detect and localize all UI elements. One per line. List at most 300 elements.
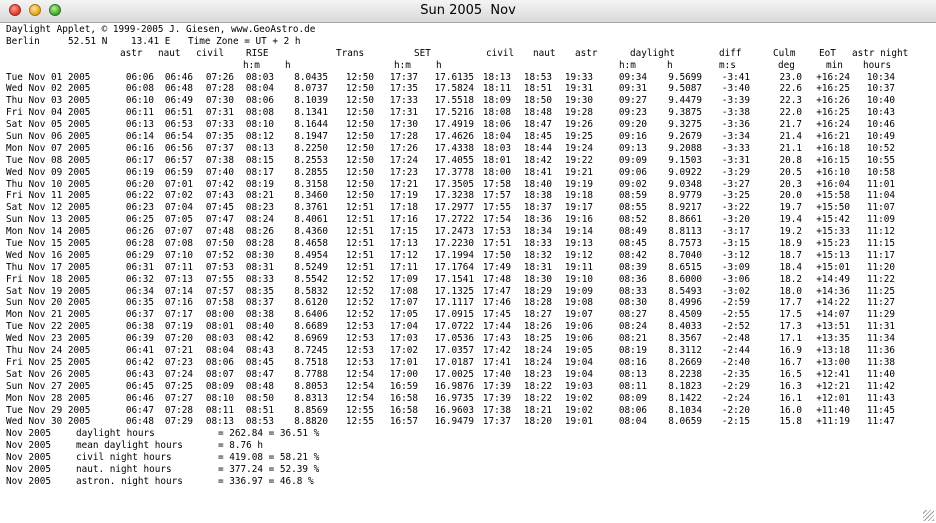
cell-culm: 17.5	[779, 309, 802, 321]
cell-diff: -3:12	[721, 249, 750, 261]
cell-set-hm: 17:09	[389, 273, 418, 285]
cell-date: Sat Nov 19 2005	[6, 285, 91, 297]
cell-civil-dawn: 08:06	[205, 356, 234, 368]
cell-rise-hm: 08:38	[245, 309, 274, 321]
cell-naut-dawn: 07:23	[164, 356, 193, 368]
cell-daylight-h: 8.6515	[668, 261, 702, 273]
cell-culm: 19.2	[779, 226, 802, 238]
cell-culm: 20.0	[779, 190, 802, 202]
cell-civil-dusk: 18:09	[482, 95, 511, 107]
cell-date: Mon Nov 21 2005	[6, 309, 91, 321]
cell-eot: +12:01	[816, 392, 850, 404]
col-eot: EoT	[819, 47, 836, 59]
cell-date: Wed Nov 30 2005	[6, 416, 91, 428]
cell-rise-h: 8.8313	[294, 392, 328, 404]
cell-rise-hm: 08:40	[245, 321, 274, 333]
cell-naut-dawn: 06:59	[164, 166, 193, 178]
cell-civil-dawn: 08:04	[205, 345, 234, 357]
cell-eot: +11:40	[816, 404, 850, 416]
summary-period: Nov 2005	[6, 475, 52, 487]
summary-line	[6, 440, 931, 452]
table-row	[6, 131, 931, 143]
cell-eot: +13:51	[816, 321, 850, 333]
cell-naut-dusk: 18:34	[523, 226, 552, 238]
cell-astr-night: 11:01	[866, 178, 895, 190]
cell-astr-dawn: 06:28	[125, 238, 154, 250]
cell-rise-hm: 08:13	[245, 142, 274, 154]
cell-rise-h: 8.4954	[294, 249, 328, 261]
unit-rise-hm: h:m	[243, 59, 260, 71]
cell-astr-night: 11:09	[866, 214, 895, 226]
cell-diff: -3:25	[721, 190, 750, 202]
table-body	[6, 72, 931, 429]
cell-astr-dusk: 19:03	[564, 380, 593, 392]
cell-naut-dawn: 07:19	[164, 321, 193, 333]
cell-culm: 16.1	[779, 392, 802, 404]
cell-daylight-h: 8.2669	[668, 356, 702, 368]
cell-civil-dusk: 17:39	[482, 392, 511, 404]
cell-naut-dawn: 07:02	[164, 190, 193, 202]
cell-civil-dawn: 08:13	[205, 416, 234, 428]
cell-astr-dusk: 19:16	[564, 214, 593, 226]
cell-astr-dawn: 06:14	[125, 131, 154, 143]
cell-rise-hm: 08:30	[245, 249, 274, 261]
cell-trans: 12:50	[345, 71, 374, 83]
cell-set-hm: 17:05	[389, 309, 418, 321]
cell-rise-h: 8.1644	[294, 119, 328, 131]
cell-set-hm: 17:07	[389, 297, 418, 309]
cell-daylight-h: 8.2238	[668, 368, 702, 380]
cell-astr-night: 10:55	[866, 154, 895, 166]
cell-daylight-h: 9.5699	[668, 71, 702, 83]
cell-culm: 22.3	[779, 95, 802, 107]
cell-rise-hm: 08:08	[245, 107, 274, 119]
cell-trans: 12:50	[345, 166, 374, 178]
cell-civil-dawn: 07:58	[205, 297, 234, 309]
cell-rise-hm: 08:33	[245, 273, 274, 285]
cell-rise-h: 8.0435	[294, 71, 328, 83]
table-row	[6, 107, 931, 119]
cell-naut-dusk: 18:48	[523, 107, 552, 119]
cell-daylight-h: 8.7040	[668, 249, 702, 261]
cell-astr-night: 11:38	[866, 356, 895, 368]
cell-set-hm: 17:28	[389, 131, 418, 143]
cell-astr-dusk: 19:28	[564, 107, 593, 119]
cell-set-h: 16.9603	[434, 404, 474, 416]
cell-rise-hm: 08:35	[245, 285, 274, 297]
cell-astr-dawn: 06:17	[125, 154, 154, 166]
cell-astr-dawn: 06:31	[125, 261, 154, 273]
cell-naut-dusk: 18:21	[523, 404, 552, 416]
table-row	[6, 238, 931, 250]
cell-set-h: 17.3505	[434, 178, 474, 190]
cell-trans: 12:52	[345, 297, 374, 309]
cell-astr-dusk: 19:33	[564, 71, 593, 83]
cell-daylight-h: 8.4509	[668, 309, 702, 321]
cell-set-h: 17.2722	[434, 214, 474, 226]
cell-eot: +15:01	[816, 261, 850, 273]
unit-header-row	[6, 60, 931, 72]
cell-naut-dusk: 18:25	[523, 333, 552, 345]
cell-civil-dusk: 17:44	[482, 321, 511, 333]
daylight-table	[6, 24, 931, 521]
cell-set-h: 17.0722	[434, 321, 474, 333]
unit-daylight-hm: h:m	[619, 59, 636, 71]
cell-diff: -2:59	[721, 297, 750, 309]
cell-trans: 12:51	[345, 249, 374, 261]
cell-civil-dawn: 08:07	[205, 368, 234, 380]
cell-set-hm: 17:12	[389, 249, 418, 261]
col-culm: Culm	[773, 47, 796, 59]
cell-daylight-hm: 09:06	[618, 166, 647, 178]
cell-astr-dawn: 06:08	[125, 83, 154, 95]
cell-eot: +15:50	[816, 202, 850, 214]
cell-trans: 12:50	[345, 190, 374, 202]
cell-set-hm: 17:02	[389, 345, 418, 357]
cell-naut-dusk: 18:29	[523, 285, 552, 297]
cell-astr-dusk: 19:10	[564, 273, 593, 285]
cell-daylight-h: 9.2679	[668, 131, 702, 143]
cell-set-h: 17.4919	[434, 119, 474, 131]
cell-astr-dawn: 06:41	[125, 345, 154, 357]
cell-rise-hm: 08:37	[245, 297, 274, 309]
cell-daylight-h: 8.9779	[668, 190, 702, 202]
cell-set-hm: 17:21	[389, 178, 418, 190]
cell-set-h: 17.1764	[434, 261, 474, 273]
cell-culm: 16.7	[779, 356, 802, 368]
cell-set-h: 17.4338	[434, 142, 474, 154]
cell-diff: -3:02	[721, 285, 750, 297]
cell-astr-night: 11:43	[866, 392, 895, 404]
summary-label: civil night hours	[76, 452, 172, 464]
cell-set-hm: 17:08	[389, 285, 418, 297]
cell-diff: -3:31	[721, 154, 750, 166]
cell-eot: +16:26	[816, 95, 850, 107]
cell-civil-dawn: 07:57	[205, 285, 234, 297]
col-naut: naut	[158, 47, 181, 59]
cell-date: Mon Nov 28 2005	[6, 392, 91, 404]
cell-naut-dawn: 07:28	[164, 404, 193, 416]
table-row	[6, 155, 931, 167]
cell-trans: 12:51	[345, 214, 374, 226]
cell-naut-dusk: 18:33	[523, 238, 552, 250]
cell-astr-dusk: 19:07	[564, 309, 593, 321]
applet-credit: Daylight Applet, © 1999-2005 J. Giesen, www.GeoAstro.de	[6, 24, 316, 35]
cell-naut-dusk: 18:47	[523, 119, 552, 131]
cell-astr-night: 10:37	[866, 83, 895, 95]
cell-civil-dawn: 07:48	[205, 226, 234, 238]
unit-rise-h: h	[285, 59, 291, 71]
cell-naut-dusk: 18:24	[523, 345, 552, 357]
cell-astr-dusk: 19:11	[564, 261, 593, 273]
cell-daylight-hm: 08:45	[618, 238, 647, 250]
cell-trans: 12:50	[345, 95, 374, 107]
cell-rise-hm: 08:19	[245, 178, 274, 190]
cell-daylight-h: 8.8661	[668, 214, 702, 226]
cell-civil-dusk: 17:38	[482, 404, 511, 416]
cell-set-hm: 17:23	[389, 166, 418, 178]
cell-astr-night: 11:47	[866, 416, 895, 428]
cell-eot: +15:33	[816, 226, 850, 238]
table-row	[6, 309, 931, 321]
table-row	[6, 226, 931, 238]
summary-block	[6, 428, 931, 487]
cell-daylight-h: 9.0922	[668, 166, 702, 178]
cell-daylight-hm: 08:04	[618, 416, 647, 428]
cell-astr-dawn: 06:48	[125, 416, 154, 428]
cell-astr-dusk: 19:26	[564, 119, 593, 131]
cell-astr-night: 11:31	[866, 321, 895, 333]
cell-diff: -3:41	[721, 71, 750, 83]
cell-daylight-hm: 08:30	[618, 297, 647, 309]
summary-value: = 262.84 = 36.51 %	[218, 428, 320, 440]
cell-civil-dusk: 17:39	[482, 380, 511, 392]
cell-set-hm: 17:18	[389, 202, 418, 214]
cell-diff: -2:15	[721, 416, 750, 428]
cell-rise-h: 8.8053	[294, 380, 328, 392]
cell-daylight-h: 9.3875	[668, 107, 702, 119]
latitude: 52.51 N	[68, 35, 108, 47]
cell-naut-dawn: 06:51	[164, 107, 193, 119]
cell-trans: 12:51	[345, 226, 374, 238]
cell-eot: +13:00	[816, 356, 850, 368]
cell-daylight-hm: 08:39	[618, 261, 647, 273]
cell-eot: +15:13	[816, 249, 850, 261]
cell-astr-night: 11:15	[866, 238, 895, 250]
cell-set-h: 17.5216	[434, 107, 474, 119]
cell-civil-dusk: 17:48	[482, 273, 511, 285]
cell-astr-night: 11:27	[866, 297, 895, 309]
cell-rise-h: 8.1341	[294, 107, 328, 119]
cell-rise-h: 8.4061	[294, 214, 328, 226]
table-row	[6, 416, 931, 428]
cell-rise-hm: 08:23	[245, 202, 274, 214]
cell-rise-h: 8.8820	[294, 416, 328, 428]
cell-civil-dusk: 18:00	[482, 166, 511, 178]
cell-astr-dawn: 06:35	[125, 297, 154, 309]
cell-astr-dusk: 19:08	[564, 297, 593, 309]
cell-trans: 12:52	[345, 285, 374, 297]
cell-naut-dawn: 07:14	[164, 285, 193, 297]
cell-astr-dusk: 19:02	[564, 392, 593, 404]
cell-culm: 21.1	[779, 142, 802, 154]
cell-naut-dawn: 07:10	[164, 249, 193, 261]
cell-daylight-h: 9.0348	[668, 178, 702, 190]
table-row	[6, 202, 931, 214]
summary-value: = 377.24 = 52.39 %	[218, 463, 320, 475]
cell-daylight-h: 9.1503	[668, 154, 702, 166]
cell-astr-dawn: 06:11	[125, 107, 154, 119]
cell-naut-dusk: 18:44	[523, 142, 552, 154]
cell-culm: 18.0	[779, 285, 802, 297]
cell-daylight-h: 8.7573	[668, 238, 702, 250]
cell-astr-dusk: 19:30	[564, 95, 593, 107]
cell-diff: -2:48	[721, 333, 750, 345]
cell-culm: 18.9	[779, 238, 802, 250]
cell-trans: 12:53	[345, 333, 374, 345]
cell-set-hm: 17:04	[389, 321, 418, 333]
cell-set-hm: 16:58	[389, 404, 418, 416]
table-row	[6, 321, 931, 333]
summary-label: mean daylight hours	[76, 440, 183, 452]
cell-rise-hm: 08:51	[245, 404, 274, 416]
cell-set-h: 17.0915	[434, 309, 474, 321]
cell-culm: 22.0	[779, 107, 802, 119]
cell-set-hm: 16:57	[389, 416, 418, 428]
cell-diff: -3:27	[721, 178, 750, 190]
cell-rise-hm: 08:21	[245, 190, 274, 202]
cell-civil-dusk: 17:57	[482, 190, 511, 202]
cell-set-hm: 17:16	[389, 214, 418, 226]
cell-diff: -3:09	[721, 261, 750, 273]
cell-rise-hm: 08:42	[245, 333, 274, 345]
summary-value: = 336.97 = 46.8 %	[218, 475, 314, 487]
cell-astr-night: 10:49	[866, 131, 895, 143]
col-rise: RISE	[246, 47, 269, 59]
summary-line	[6, 476, 931, 488]
cell-set-h: 17.2473	[434, 226, 474, 238]
cell-naut-dusk: 18:30	[523, 273, 552, 285]
cell-astr-dusk: 19:06	[564, 333, 593, 345]
cell-daylight-hm: 09:13	[618, 142, 647, 154]
cell-daylight-hm: 08:49	[618, 226, 647, 238]
cell-naut-dawn: 07:04	[164, 202, 193, 214]
cell-trans: 12:50	[345, 154, 374, 166]
cell-civil-dawn: 08:03	[205, 333, 234, 345]
cell-civil-dawn: 07:33	[205, 119, 234, 131]
cell-diff: -3:39	[721, 95, 750, 107]
cell-naut-dusk: 18:23	[523, 368, 552, 380]
cell-astr-dawn: 06:25	[125, 214, 154, 226]
cell-naut-dusk: 18:26	[523, 321, 552, 333]
cell-astr-dawn: 06:06	[125, 71, 154, 83]
cell-rise-h: 8.7245	[294, 345, 328, 357]
cell-set-h: 17.3238	[434, 190, 474, 202]
cell-astr-night: 11:34	[866, 333, 895, 345]
cell-rise-hm: 08:50	[245, 392, 274, 404]
cell-culm: 16.3	[779, 380, 802, 392]
cell-astr-dusk: 19:21	[564, 166, 593, 178]
cell-date: Sat Nov 26 2005	[6, 368, 91, 380]
cell-trans: 12:52	[345, 273, 374, 285]
applet-credit-line	[6, 24, 931, 36]
table-row	[6, 393, 931, 405]
cell-date: Thu Nov 17 2005	[6, 261, 91, 273]
cell-trans: 12:53	[345, 345, 374, 357]
cell-set-h: 17.5824	[434, 83, 474, 95]
cell-diff: -2:40	[721, 356, 750, 368]
cell-daylight-hm: 08:55	[618, 202, 647, 214]
cell-daylight-hm: 08:52	[618, 214, 647, 226]
cell-daylight-hm: 08:11	[618, 380, 647, 392]
title-bar[interactable]	[0, 0, 936, 23]
cell-eot: +15:58	[816, 190, 850, 202]
cell-astr-dawn: 06:26	[125, 226, 154, 238]
cell-naut-dawn: 06:46	[164, 71, 193, 83]
cell-rise-h: 8.1039	[294, 95, 328, 107]
cell-daylight-hm: 09:31	[618, 83, 647, 95]
cell-naut-dusk: 18:41	[523, 166, 552, 178]
cell-set-h: 17.4055	[434, 154, 474, 166]
cell-diff: -2:20	[721, 404, 750, 416]
cell-daylight-hm: 09:20	[618, 119, 647, 131]
cell-civil-dusk: 17:37	[482, 416, 511, 428]
cell-astr-night: 10:46	[866, 119, 895, 131]
cell-trans: 12:50	[345, 107, 374, 119]
cell-daylight-hm: 08:16	[618, 356, 647, 368]
cell-daylight-hm: 08:21	[618, 333, 647, 345]
cell-naut-dawn: 06:57	[164, 154, 193, 166]
cell-set-hm: 17:11	[389, 261, 418, 273]
cell-set-h: 16.9479	[434, 416, 474, 428]
cell-civil-dawn: 07:30	[205, 95, 234, 107]
unit-daylight-h: h	[667, 59, 673, 71]
cell-set-hm: 17:33	[389, 95, 418, 107]
cell-civil-dawn: 07:26	[205, 71, 234, 83]
cell-naut-dawn: 07:13	[164, 273, 193, 285]
cell-astr-dusk: 19:17	[564, 202, 593, 214]
cell-set-hm: 17:35	[389, 83, 418, 95]
col-diff: diff	[719, 47, 742, 59]
cell-astr-dawn: 06:43	[125, 368, 154, 380]
cell-civil-dusk: 18:11	[482, 83, 511, 95]
resize-grip-icon[interactable]	[923, 510, 934, 521]
cell-daylight-h: 8.1034	[668, 404, 702, 416]
cell-astr-night: 11:45	[866, 404, 895, 416]
summary-period: Nov 2005	[6, 463, 52, 475]
cell-set-h: 17.0536	[434, 333, 474, 345]
cell-rise-hm: 08:47	[245, 368, 274, 380]
cell-diff: -3:40	[721, 83, 750, 95]
cell-rise-h: 8.4360	[294, 226, 328, 238]
cell-eot: +15:42	[816, 214, 850, 226]
cell-naut-dawn: 06:54	[164, 131, 193, 143]
cell-naut-dusk: 18:32	[523, 249, 552, 261]
cell-naut-dawn: 06:56	[164, 142, 193, 154]
table-row	[6, 179, 931, 191]
cell-daylight-h: 8.4033	[668, 321, 702, 333]
cell-daylight-hm: 08:42	[618, 249, 647, 261]
cell-date: Sun Nov 06 2005	[6, 131, 91, 143]
cell-naut-dawn: 07:07	[164, 226, 193, 238]
cell-rise-h: 8.3761	[294, 202, 328, 214]
cell-rise-h: 8.5542	[294, 273, 328, 285]
unit-diff: m:s	[719, 59, 736, 71]
cell-eot: +14:36	[816, 285, 850, 297]
cell-daylight-hm: 09:34	[618, 71, 647, 83]
cell-astr-dusk: 19:05	[564, 345, 593, 357]
table-row	[6, 83, 931, 95]
cell-naut-dusk: 18:31	[523, 261, 552, 273]
cell-date: Fri Nov 11 2005	[6, 190, 91, 202]
cell-culm: 18.2	[779, 273, 802, 285]
cell-eot: +16:15	[816, 154, 850, 166]
cell-culm: 20.3	[779, 178, 802, 190]
cell-rise-hm: 08:10	[245, 119, 274, 131]
cell-astr-dusk: 19:04	[564, 356, 593, 368]
col-astr: astr	[120, 47, 143, 59]
cell-civil-dusk: 17:55	[482, 202, 511, 214]
cell-civil-dusk: 17:41	[482, 356, 511, 368]
cell-culm: 18.7	[779, 249, 802, 261]
cell-rise-h: 8.7788	[294, 368, 328, 380]
cell-astr-night: 11:36	[866, 345, 895, 357]
cell-naut-dusk: 18:37	[523, 202, 552, 214]
cell-naut-dawn: 07:21	[164, 345, 193, 357]
cell-trans: 12:50	[345, 178, 374, 190]
cell-civil-dusk: 17:42	[482, 345, 511, 357]
cell-date: Tue Nov 01 2005	[6, 71, 91, 83]
